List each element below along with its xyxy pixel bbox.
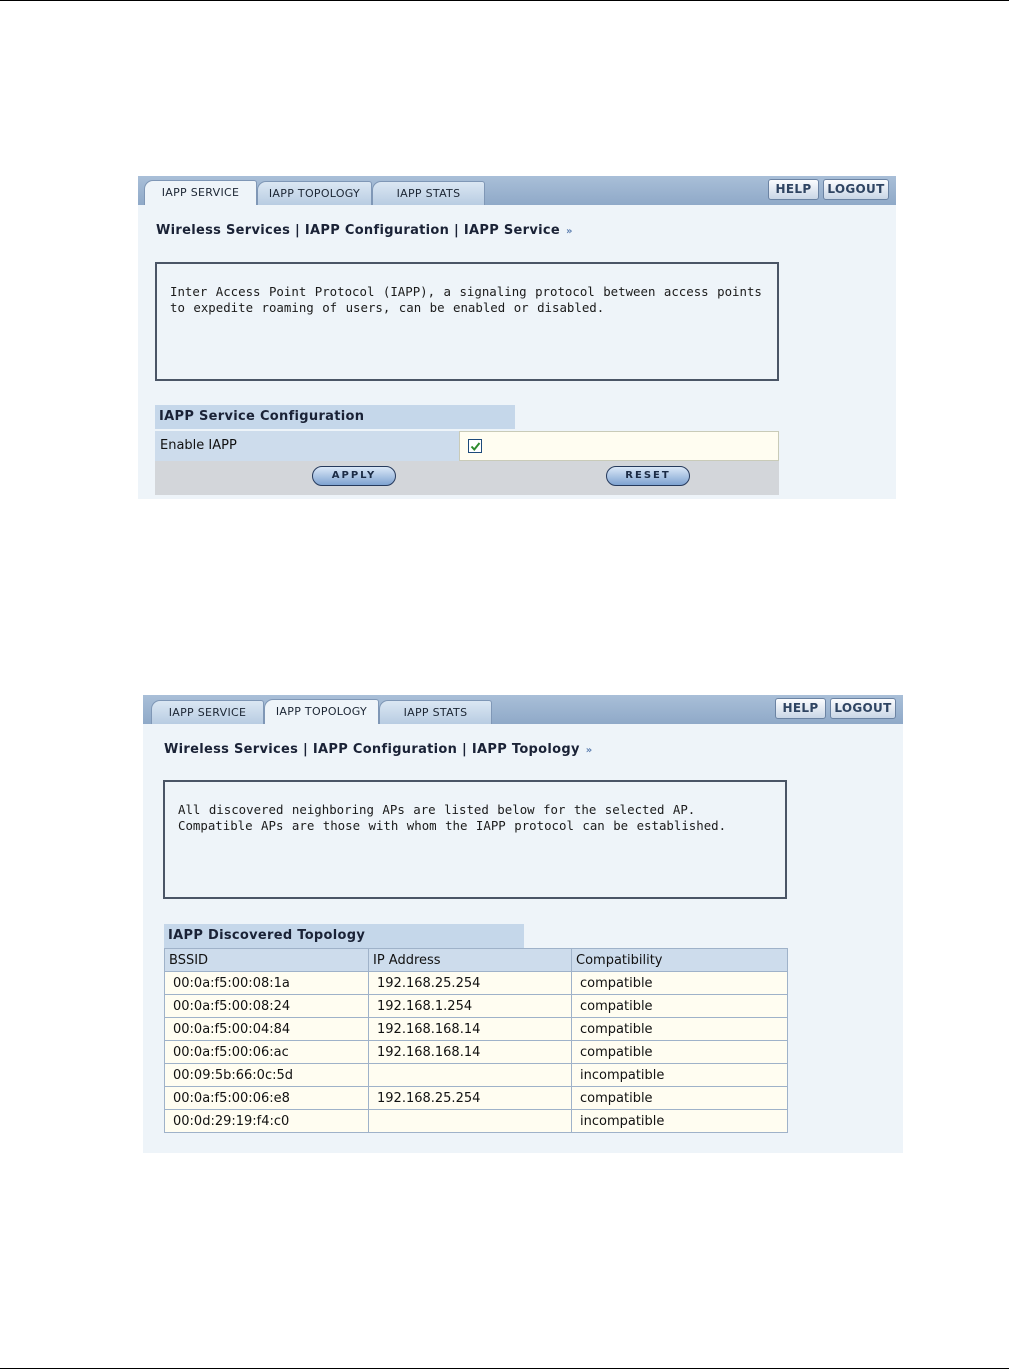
column-header-ip-address: IP Address [369, 949, 572, 972]
help-button[interactable]: HELP [768, 179, 819, 200]
iapp-topology-screen [143, 695, 903, 1153]
bssid-cell: 00:0a:f5:00:06:ac [165, 1041, 369, 1064]
tab-iapp-stats[interactable]: IAPP STATS [372, 181, 485, 205]
tab-iapp-service[interactable]: IAPP SERVICE [151, 700, 264, 724]
enable-iapp-label: Enable IAPP [155, 431, 459, 461]
apply-button[interactable]: APPLY [312, 466, 396, 486]
button-row [155, 461, 779, 495]
compatibility-cell: compatible [572, 972, 788, 995]
column-header-compatibility: Compatibility [572, 949, 788, 972]
topology-table [164, 948, 788, 1133]
tab-bar [138, 176, 896, 205]
bssid-cell: 00:0a:f5:00:08:1a [165, 972, 369, 995]
compatibility-cell: incompatible [572, 1064, 788, 1087]
compatibility-cell: incompatible [572, 1110, 788, 1133]
breadcrumb [156, 222, 573, 240]
column-header-bssid: BSSID [165, 949, 369, 972]
section-title: IAPP Service Configuration [155, 405, 515, 429]
help-button[interactable]: HELP [775, 698, 826, 719]
breadcrumb [164, 741, 593, 759]
bssid-cell: 00:0a:f5:00:06:e8 [165, 1087, 369, 1110]
compatibility-cell: compatible [572, 1087, 788, 1110]
tab-iapp-stats[interactable]: IAPP STATS [379, 700, 492, 724]
iapp-service-screen [138, 176, 896, 499]
ip-address-cell: 192.168.1.254 [369, 995, 572, 1018]
enable-iapp-checkbox[interactable] [468, 439, 482, 453]
ip-address-cell [369, 1110, 572, 1133]
logout-button[interactable]: LOGOUT [823, 179, 889, 200]
ip-address-cell: 192.168.168.14 [369, 1041, 572, 1064]
table-row [165, 1041, 788, 1064]
table-row [165, 1087, 788, 1110]
enable-iapp-cell [459, 431, 779, 461]
table-row [165, 1110, 788, 1133]
double-chevron-right-icon: » [566, 226, 573, 237]
breadcrumb-text: Wireless Services | IAPP Configuration | IAPP Service [156, 223, 561, 238]
table-header-row [165, 949, 788, 972]
ip-address-cell: 192.168.25.254 [369, 972, 572, 995]
bssid-cell: 00:0a:f5:00:08:24 [165, 995, 369, 1018]
checkmark-icon [470, 441, 481, 452]
table-row [165, 1064, 788, 1087]
section-title: IAPP Discovered Topology [164, 924, 524, 948]
bssid-cell: 00:09:5b:66:0c:5d [165, 1064, 369, 1087]
reset-button[interactable]: RESET [606, 466, 690, 486]
bssid-cell: 00:0a:f5:00:04:84 [165, 1018, 369, 1041]
compatibility-cell: compatible [572, 1018, 788, 1041]
ip-address-cell: 192.168.25.254 [369, 1087, 572, 1110]
tab-iapp-topology[interactable]: IAPP TOPOLOGY [264, 699, 379, 724]
double-chevron-right-icon: » [585, 745, 593, 756]
breadcrumb-text: Wireless Services | IAPP Configuration | IAPP Topology [164, 742, 580, 757]
tab-iapp-topology[interactable]: IAPP TOPOLOGY [257, 181, 372, 205]
table-row [165, 972, 788, 995]
page-bottom-rule [0, 1368, 1009, 1369]
page-top-rule [0, 0, 1009, 1]
ip-address-cell [369, 1064, 572, 1087]
tab-bar [143, 695, 903, 724]
info-box: Inter Access Point Protocol (IAPP), a signaling protocol between access points to expedite roaming of users, can be enabled or disabled. [155, 262, 779, 381]
tab-iapp-service[interactable]: IAPP SERVICE [144, 180, 257, 205]
compatibility-cell: compatible [572, 1041, 788, 1064]
info-box: All discovered neighboring APs are listed below for the selected AP. Compatible APs are those with whom the IAPP protocol can be established. [163, 780, 787, 899]
ip-address-cell: 192.168.168.14 [369, 1018, 572, 1041]
table-row [165, 1018, 788, 1041]
compatibility-cell: compatible [572, 995, 788, 1018]
table-row [165, 995, 788, 1018]
logout-button[interactable]: LOGOUT [830, 698, 896, 719]
bssid-cell: 00:0d:29:19:f4:c0 [165, 1110, 369, 1133]
